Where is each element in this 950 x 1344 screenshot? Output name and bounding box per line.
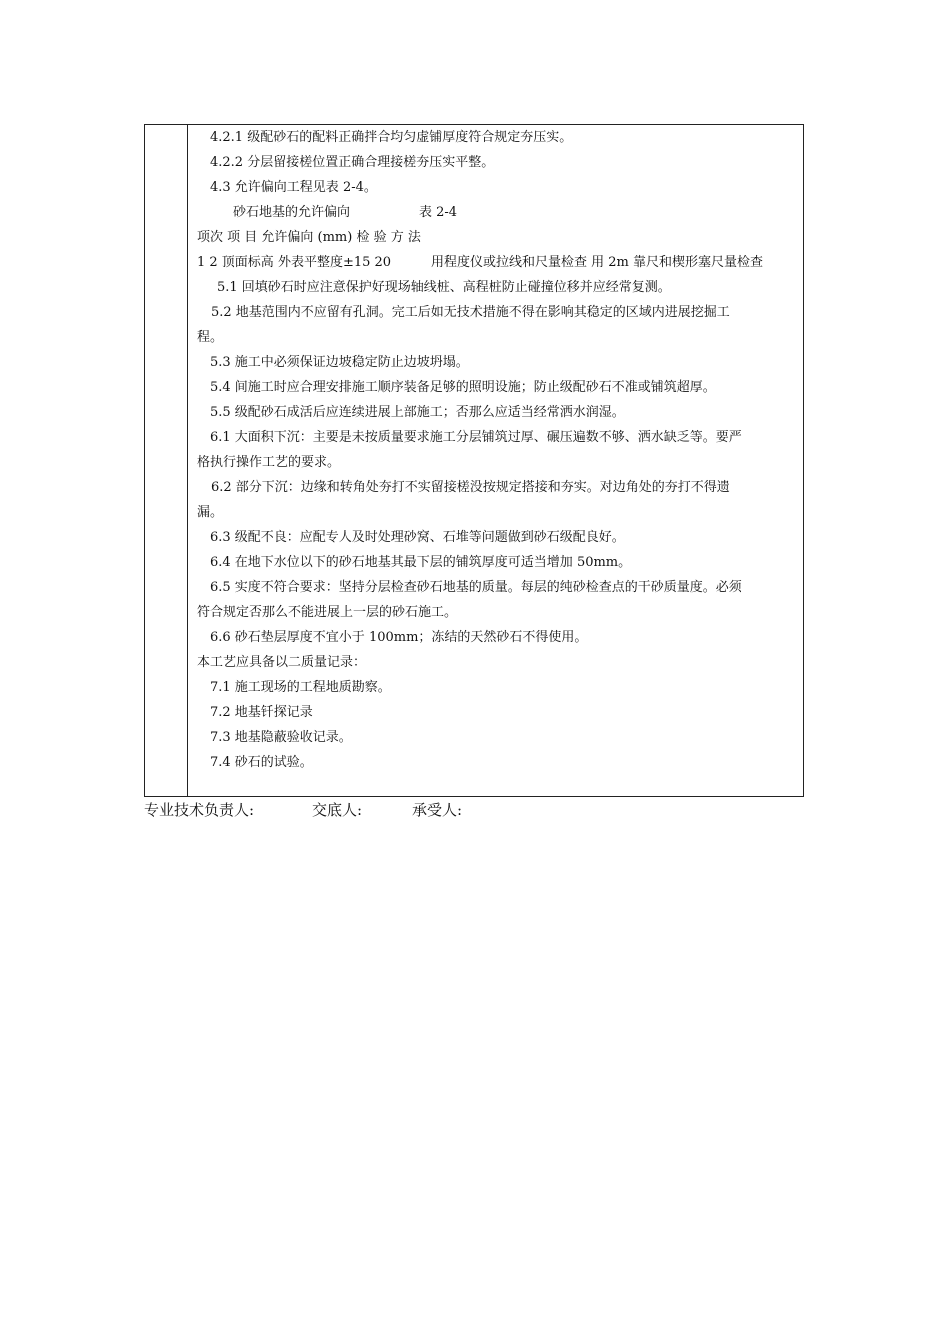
text-line: 5.3 施工中必须保证边坡稳定防止边坡坍塌。 bbox=[210, 355, 469, 370]
tech-lead-label: 专业技术负责人: bbox=[144, 801, 255, 819]
text-line: 7.4 砂石的试验。 bbox=[210, 755, 313, 770]
text-line: 程。 bbox=[197, 330, 224, 345]
text-line: 5.5 级配砂石成活后应连续进展上部施工；否那么应适当经常洒水润湿。 bbox=[210, 405, 625, 420]
text-line: 漏。 bbox=[197, 505, 224, 520]
text-line: 6.6 砂石垫层厚度不宜小于 100mm；冻结的天然砂石不得使用。 bbox=[210, 630, 588, 645]
table-caption: 砂石地基的允许偏向 bbox=[233, 205, 351, 220]
text-line: 6.4 在地下水位以下的砂石地基其最下层的铺筑厚度可适当增加 50mm。 bbox=[210, 555, 632, 570]
text-line: 6.5 实度不符合要求：坚持分层检查砂石地基的质量。每层的纯砂检查点的干砂质量度。必须 bbox=[210, 580, 742, 595]
text-line: 7.2 地基钎探记录 bbox=[210, 705, 313, 720]
text-line: 4.2.2 分层留接槎位置正确合理接槎夯压实平整。 bbox=[210, 155, 495, 170]
text-line: 5.2 地基范围内不应留有孔洞。完工后如无技术措施不得在影响其稳定的区域内进展挖掘工 bbox=[211, 305, 730, 320]
presenter-label: 交底人: bbox=[312, 801, 363, 819]
text-line: 7.1 施工现场的工程地质勘察。 bbox=[210, 680, 391, 695]
column-divider bbox=[187, 125, 188, 796]
table-row-methods: 用程度仪或拉线和尺量检查 用 2m 靠尺和楔形塞尺量检查 bbox=[431, 255, 763, 270]
text-line: 5.4 间施工时应合理安排施工顺序装备足够的照明设施；防止级配砂石不准或铺筑超厚。 bbox=[210, 380, 716, 395]
text-line: 格执行操作工艺的要求。 bbox=[197, 455, 341, 470]
text-line: 本工艺应具备以二质量记录： bbox=[197, 655, 367, 670]
table-header: 项次 项 目 允许偏向 (mm) 检 验 方 法 bbox=[197, 230, 421, 245]
document-table bbox=[144, 124, 804, 797]
receiver-label: 承受人: bbox=[412, 801, 463, 819]
text-line: 符合规定否那么不能进展上一层的砂石施工。 bbox=[197, 605, 458, 620]
text-line: 7.3 地基隐蔽验收记录。 bbox=[210, 730, 352, 745]
text-line: 4.2.1 级配砂石的配料正确拌合均匀虚铺厚度符合规定夯压实。 bbox=[210, 130, 573, 145]
text-line: 5.1 回填砂石时应注意保护好现场轴线桩、高程桩防止碰撞位移并应经常复测。 bbox=[217, 280, 671, 295]
text-line: 6.3 级配不良：应配专人及时处理砂窝、石堆等问题做到砂石级配良好。 bbox=[210, 530, 625, 545]
table-row-items: 1 2 顶面标高 外表平整度±15 20 bbox=[197, 255, 392, 270]
text-line: 6.2 部分下沉：边缘和转角处夯打不实留接槎没按规定搭接和夯实。对边角处的夯打不得遗 bbox=[211, 480, 730, 495]
text-line: 6.1 大面积下沉：主要是未按质量要求施工分层铺筑过厚、碾压遍数不够、洒水缺乏等。要严 bbox=[210, 430, 742, 445]
text-line: 4.3 允许偏向工程见表 2-4。 bbox=[210, 180, 377, 195]
table-number: 表 2-4 bbox=[419, 205, 458, 220]
